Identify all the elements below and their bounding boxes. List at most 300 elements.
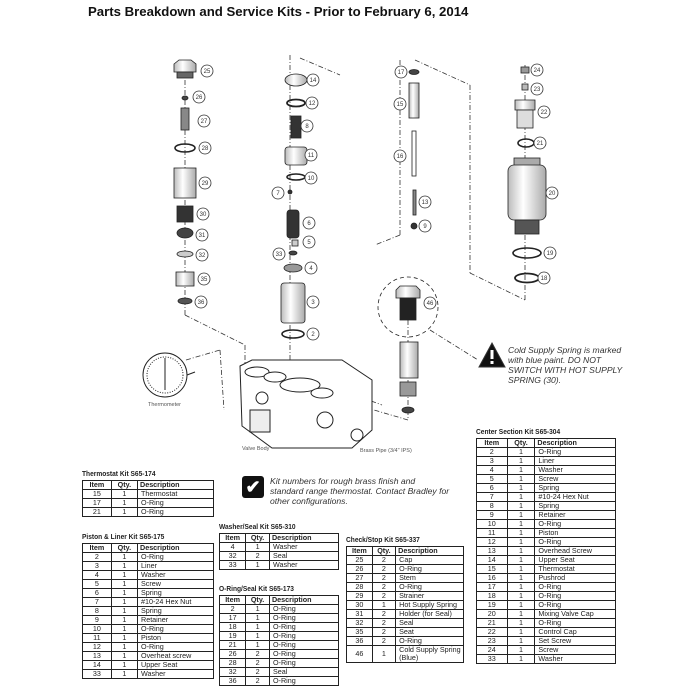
column-header: Qty. — [111, 544, 137, 553]
qty-cell: 2 — [372, 610, 395, 619]
item-cell: 2 — [83, 553, 112, 562]
item-cell: 21 — [83, 508, 112, 517]
qty-cell: 1 — [246, 561, 270, 570]
callout-30 — [197, 208, 209, 220]
qty-cell: 1 — [111, 634, 137, 643]
callout-32 — [196, 249, 208, 261]
callout-13 — [419, 196, 431, 208]
page-title: Parts Breakdown and Service Kits - Prior to February 6, 2014 — [88, 4, 469, 19]
callout-number: 22 — [540, 110, 548, 116]
kit-title: Piston & Liner Kit S65-175 — [82, 532, 165, 541]
item-cell: 27 — [347, 574, 373, 583]
kit-table — [82, 480, 214, 517]
callout-number: 23 — [533, 87, 541, 93]
callout-11 — [305, 149, 317, 161]
item-cell: 4 — [83, 571, 112, 580]
table-row — [220, 561, 339, 570]
qty-cell: 1 — [111, 661, 137, 670]
item-cell: 2 — [477, 448, 508, 457]
qty-cell: 1 — [507, 493, 535, 502]
callout-8 — [301, 120, 313, 132]
qty-cell: 2 — [372, 583, 395, 592]
callout-number: 8 — [305, 124, 309, 130]
description-cell: Spring — [535, 484, 616, 493]
item-cell: 19 — [477, 601, 508, 610]
item-cell: 22 — [477, 628, 508, 637]
item-cell: 3 — [83, 562, 112, 571]
callout-46 — [424, 297, 436, 309]
callout-number: 28 — [201, 146, 209, 152]
description-cell: O-Ring — [396, 637, 464, 646]
column-header: Item — [347, 547, 373, 556]
description-cell: O-Ring — [269, 650, 338, 659]
item-cell: 26 — [220, 650, 246, 659]
callout-14 — [307, 74, 319, 86]
qty-cell: 2 — [372, 628, 395, 637]
description-cell: Retainer — [138, 616, 214, 625]
qty-cell: 1 — [372, 601, 395, 610]
qty-cell: 1 — [246, 632, 270, 641]
thermostat-kit — [82, 469, 214, 517]
valve-body-label: Valve Body — [242, 446, 270, 452]
description-cell: O-Ring — [269, 632, 338, 641]
item-cell: 29 — [347, 592, 373, 601]
column-header: Qty. — [246, 596, 270, 605]
callout-25 — [201, 65, 213, 77]
callout-number: 25 — [203, 69, 211, 75]
center-section-kit — [476, 427, 616, 664]
description-cell: Stem — [396, 574, 464, 583]
description-cell: Washer — [269, 561, 338, 570]
description-cell: Strainer — [396, 592, 464, 601]
description-cell: Cap — [396, 556, 464, 565]
item-cell: 7 — [83, 598, 112, 607]
callout-5 — [303, 236, 315, 248]
description-cell: O-Ring — [535, 448, 616, 457]
qty-cell: 1 — [507, 520, 535, 529]
qty-cell: 1 — [507, 475, 535, 484]
description-cell: Screw — [535, 646, 616, 655]
kit-table — [346, 546, 464, 663]
item-cell: 8 — [477, 502, 508, 511]
washer-seal-kit — [219, 522, 339, 570]
item-cell: 25 — [347, 556, 373, 565]
qty-cell: 1 — [246, 641, 270, 650]
description-cell: Piston — [138, 634, 214, 643]
description-cell: O-Ring — [269, 623, 338, 632]
item-cell: 36 — [347, 637, 373, 646]
callout-number: 9 — [423, 224, 427, 230]
description-cell: O-Ring — [269, 614, 338, 623]
callout-31 — [196, 229, 208, 241]
callout-3 — [307, 296, 319, 308]
column-header: Qty. — [372, 547, 395, 556]
qty-cell: 1 — [507, 511, 535, 520]
callout-36 — [195, 296, 207, 308]
column-header: Qty. — [246, 534, 270, 543]
description-cell: Pushrod — [535, 574, 616, 583]
callout-12 — [306, 97, 318, 109]
description-cell: Liner — [138, 562, 214, 571]
description-cell: Upper Seat — [535, 556, 616, 565]
description-cell: O-Ring — [138, 625, 214, 634]
item-cell: 17 — [477, 583, 508, 592]
kit-note: Kit numbers for rough brass finish and standard range thermostat. Contact Bradley for other configurations. — [270, 476, 450, 506]
qty-cell: 1 — [507, 538, 535, 547]
item-cell: 12 — [477, 538, 508, 547]
qty-cell: 2 — [246, 659, 270, 668]
description-cell: Spring — [138, 589, 214, 598]
piston-liner-kit — [82, 532, 214, 679]
callout-number: 19 — [546, 251, 554, 257]
qty-cell: 1 — [507, 610, 535, 619]
description-cell: Screw — [535, 475, 616, 484]
description-cell: #10-24 Hex Nut — [138, 598, 214, 607]
item-cell: 10 — [83, 625, 112, 634]
item-cell: 11 — [83, 634, 112, 643]
callout-number: 36 — [197, 300, 205, 306]
callout-number: 29 — [201, 181, 209, 187]
description-cell: Spring — [138, 607, 214, 616]
description-cell: O-Ring — [535, 583, 616, 592]
callout-number: 24 — [533, 68, 541, 74]
qty-cell: 1 — [507, 484, 535, 493]
item-cell: 6 — [83, 589, 112, 598]
qty-cell: 2 — [372, 565, 395, 574]
description-cell: Piston — [535, 529, 616, 538]
callout-number: 17 — [397, 70, 405, 76]
callout-29 — [199, 177, 211, 189]
description-cell: Overhead Screw — [535, 547, 616, 556]
qty-cell: 1 — [111, 598, 137, 607]
qty-cell: 1 — [372, 646, 395, 663]
description-cell: O-Ring — [535, 520, 616, 529]
callout-number: 32 — [198, 253, 206, 259]
qty-cell: 2 — [372, 574, 395, 583]
qty-cell: 1 — [111, 607, 137, 616]
qty-cell: 1 — [507, 637, 535, 646]
callout-number: 2 — [311, 332, 315, 338]
callout-23 — [531, 83, 543, 95]
qty-cell: 1 — [507, 655, 535, 664]
description-cell: #10-24 Hex Nut — [535, 493, 616, 502]
qty-cell: 1 — [507, 628, 535, 637]
callout-27 — [198, 115, 210, 127]
description-cell: Spring — [535, 502, 616, 511]
qty-cell: 1 — [507, 574, 535, 583]
description-cell: Washer — [535, 655, 616, 664]
description-cell: O-Ring — [269, 677, 338, 686]
column-header: Description — [138, 544, 214, 553]
qty-cell: 1 — [111, 670, 137, 679]
qty-cell: 1 — [507, 619, 535, 628]
callout-number: 46 — [426, 301, 434, 307]
item-cell: 10 — [477, 520, 508, 529]
qty-cell: 1 — [507, 583, 535, 592]
qty-cell: 1 — [111, 580, 137, 589]
callout-number: 5 — [307, 240, 311, 246]
item-cell: 8 — [83, 607, 112, 616]
kit-table — [219, 595, 339, 686]
item-cell: 4 — [477, 466, 508, 475]
description-cell: Seat — [396, 628, 464, 637]
kit-title: Check/Stop Kit S65-337 — [346, 535, 420, 544]
qty-cell: 1 — [507, 457, 535, 466]
checkmark-icon: ✔ — [242, 476, 264, 498]
item-cell: 31 — [347, 610, 373, 619]
column-header: Description — [269, 534, 338, 543]
callout-number: 11 — [307, 153, 315, 159]
item-cell: 24 — [477, 646, 508, 655]
item-cell: 13 — [83, 652, 112, 661]
item-cell: 12 — [83, 643, 112, 652]
column-header: Description — [138, 481, 214, 490]
description-cell: O-Ring — [535, 538, 616, 547]
description-cell: O-Ring — [396, 583, 464, 592]
description-cell: O-Ring — [535, 601, 616, 610]
callout-21 — [534, 137, 546, 149]
kit-table — [82, 543, 214, 679]
column-header: Item — [83, 544, 112, 553]
callout-16 — [394, 150, 406, 162]
kit-table — [219, 533, 339, 570]
item-cell: 9 — [477, 511, 508, 520]
callout-number: 21 — [536, 141, 544, 147]
column-header: Item — [83, 481, 112, 490]
table-row — [347, 646, 464, 663]
description-cell: O-Ring — [269, 659, 338, 668]
description-cell: Washer — [269, 543, 338, 552]
callout-24 — [531, 64, 543, 76]
description-cell: Holder (for Seal) — [396, 610, 464, 619]
qty-cell: 2 — [372, 556, 395, 565]
description-cell: Thermostat — [535, 565, 616, 574]
description-cell: O-Ring — [269, 641, 338, 650]
column-header: Item — [220, 534, 246, 543]
qty-cell: 2 — [246, 677, 270, 686]
qty-cell: 1 — [507, 592, 535, 601]
item-cell: 23 — [477, 637, 508, 646]
callout-number: 12 — [308, 101, 316, 107]
item-cell: 15 — [477, 565, 508, 574]
description-cell: Mixing Valve Cap — [535, 610, 616, 619]
kit-table — [476, 438, 616, 664]
item-cell: 5 — [477, 475, 508, 484]
kit-title: Center Section Kit S65-304 — [476, 427, 561, 436]
qty-cell: 2 — [246, 668, 270, 677]
callout-35 — [198, 273, 210, 285]
callout-number: 13 — [421, 200, 429, 206]
description-cell: Washer — [138, 670, 214, 679]
table-row — [83, 670, 214, 679]
callout-18 — [538, 272, 550, 284]
callout-number: 35 — [200, 277, 208, 283]
item-cell: 6 — [477, 484, 508, 493]
qty-cell: 1 — [111, 643, 137, 652]
callout-2 — [307, 328, 319, 340]
valve-body-part — [240, 360, 372, 448]
qty-cell: 1 — [507, 547, 535, 556]
qty-cell: 1 — [111, 589, 137, 598]
description-cell: Control Cap — [535, 628, 616, 637]
description-cell: O-Ring — [396, 565, 464, 574]
description-cell: Cold Supply Spring (Blue) — [396, 646, 464, 663]
qty-cell: 1 — [111, 499, 137, 508]
description-cell: Retainer — [535, 511, 616, 520]
description-cell: Set Screw — [535, 637, 616, 646]
description-cell: Liner — [535, 457, 616, 466]
column-header: Description — [396, 547, 464, 556]
callout-15 — [394, 98, 406, 110]
item-cell: 33 — [220, 561, 246, 570]
column-header: Qty. — [111, 481, 137, 490]
item-cell: 4 — [220, 543, 246, 552]
item-cell: 13 — [477, 547, 508, 556]
callout-number: 27 — [200, 119, 208, 125]
kit-title: Washer/Seal Kit S65-310 — [219, 522, 296, 531]
table-row — [83, 508, 214, 517]
qty-cell: 1 — [111, 562, 137, 571]
qty-cell: 1 — [507, 556, 535, 565]
qty-cell: 1 — [507, 502, 535, 511]
table-row — [477, 655, 616, 664]
column-header: Description — [269, 596, 338, 605]
qty-cell: 1 — [111, 616, 137, 625]
item-cell: 7 — [477, 493, 508, 502]
table-row — [220, 677, 339, 686]
description-cell: O-Ring — [138, 553, 214, 562]
callout-20 — [546, 187, 558, 199]
callout-number: 16 — [396, 154, 404, 160]
item-cell: 33 — [83, 670, 112, 679]
description-cell: Upper Seat — [138, 661, 214, 670]
callout-number: 7 — [276, 191, 280, 197]
item-cell: 20 — [477, 610, 508, 619]
description-cell: Overheat screw — [138, 652, 214, 661]
callout-number: 3 — [311, 300, 315, 306]
warning-triangle-icon — [479, 343, 505, 367]
callout-17 — [395, 66, 407, 78]
qty-cell: 2 — [372, 592, 395, 601]
item-cell: 15 — [83, 490, 112, 499]
qty-cell: 1 — [111, 490, 137, 499]
qty-cell: 1 — [111, 553, 137, 562]
qty-cell: 1 — [507, 646, 535, 655]
callout-6 — [303, 217, 315, 229]
callout-number: 4 — [309, 266, 313, 272]
callout-22 — [538, 106, 550, 118]
callout-7 — [272, 187, 284, 199]
description-cell: O-Ring — [269, 605, 338, 614]
description-cell: Screw — [138, 580, 214, 589]
column-header: Description — [535, 439, 616, 448]
item-cell: 11 — [477, 529, 508, 538]
description-cell: Washer — [535, 466, 616, 475]
qty-cell: 1 — [246, 614, 270, 623]
qty-cell: 1 — [111, 625, 137, 634]
kit-title: O-Ring/Seal Kit S65-173 — [219, 584, 294, 593]
item-cell: 17 — [83, 499, 112, 508]
item-cell: 33 — [477, 655, 508, 664]
callout-number: 6 — [307, 221, 311, 227]
item-cell: 16 — [477, 574, 508, 583]
description-cell: Seal — [269, 552, 338, 561]
callout-number: 30 — [199, 212, 207, 218]
item-cell: 28 — [347, 583, 373, 592]
item-cell: 3 — [477, 457, 508, 466]
item-cell: 14 — [477, 556, 508, 565]
item-cell: 5 — [83, 580, 112, 589]
description-cell: Seal — [396, 619, 464, 628]
description-cell: O-Ring — [535, 592, 616, 601]
qty-cell: 1 — [507, 448, 535, 457]
item-cell: 9 — [83, 616, 112, 625]
description-cell: Thermostat — [138, 490, 214, 499]
item-cell: 35 — [347, 628, 373, 637]
qty-cell: 1 — [507, 565, 535, 574]
qty-cell: 1 — [507, 529, 535, 538]
item-cell: 46 — [347, 646, 373, 663]
qty-cell: 2 — [372, 619, 395, 628]
column-header: Item — [220, 596, 246, 605]
callout-number: 20 — [548, 191, 556, 197]
callout-4 — [305, 262, 317, 274]
item-cell: 26 — [347, 565, 373, 574]
callout-number: 18 — [540, 276, 548, 282]
qty-cell: 1 — [507, 601, 535, 610]
callout-number: 14 — [309, 78, 317, 84]
qty-cell: 1 — [507, 466, 535, 475]
qty-cell: 1 — [111, 508, 137, 517]
brass-pipe-label: Brass Pipe (3/4" IPS) — [360, 448, 412, 454]
callout-number: 10 — [307, 176, 315, 182]
item-cell: 32 — [220, 552, 246, 561]
item-cell: 21 — [220, 641, 246, 650]
column-header: Item — [477, 439, 508, 448]
description-cell: Hot Supply Spring — [396, 601, 464, 610]
callout-33 — [273, 248, 285, 260]
description-cell: O-Ring — [535, 619, 616, 628]
item-cell: 2 — [220, 605, 246, 614]
kit-title: Thermostat Kit S65-174 — [82, 469, 156, 478]
check-stop-kit — [346, 535, 464, 663]
qty-cell: 1 — [111, 652, 137, 661]
item-cell: 36 — [220, 677, 246, 686]
qty-cell: 2 — [246, 552, 270, 561]
callout-number: 31 — [198, 233, 206, 239]
qty-cell: 1 — [246, 543, 270, 552]
item-cell: 17 — [220, 614, 246, 623]
item-cell: 14 — [83, 661, 112, 670]
item-cell: 32 — [220, 668, 246, 677]
callout-26 — [193, 91, 205, 103]
description-cell: O-Ring — [138, 643, 214, 652]
item-cell: 28 — [220, 659, 246, 668]
item-cell: 18 — [220, 623, 246, 632]
qty-cell: 2 — [246, 650, 270, 659]
item-cell: 30 — [347, 601, 373, 610]
thermometer-label: Thermometer — [148, 402, 182, 408]
cold-spring-warning: Cold Supply Spring is marked with blue paint. DO NOT SWITCH WITH HOT SUPPLY SPRING (30). — [508, 345, 623, 385]
qty-cell: 1 — [246, 605, 270, 614]
callout-19 — [544, 247, 556, 259]
description-cell: O-Ring — [138, 508, 214, 517]
description-cell: Seal — [269, 668, 338, 677]
callout-number: 15 — [396, 102, 404, 108]
oring-seal-kit — [219, 584, 339, 686]
callout-number: 26 — [195, 95, 203, 101]
qty-cell: 1 — [111, 571, 137, 580]
